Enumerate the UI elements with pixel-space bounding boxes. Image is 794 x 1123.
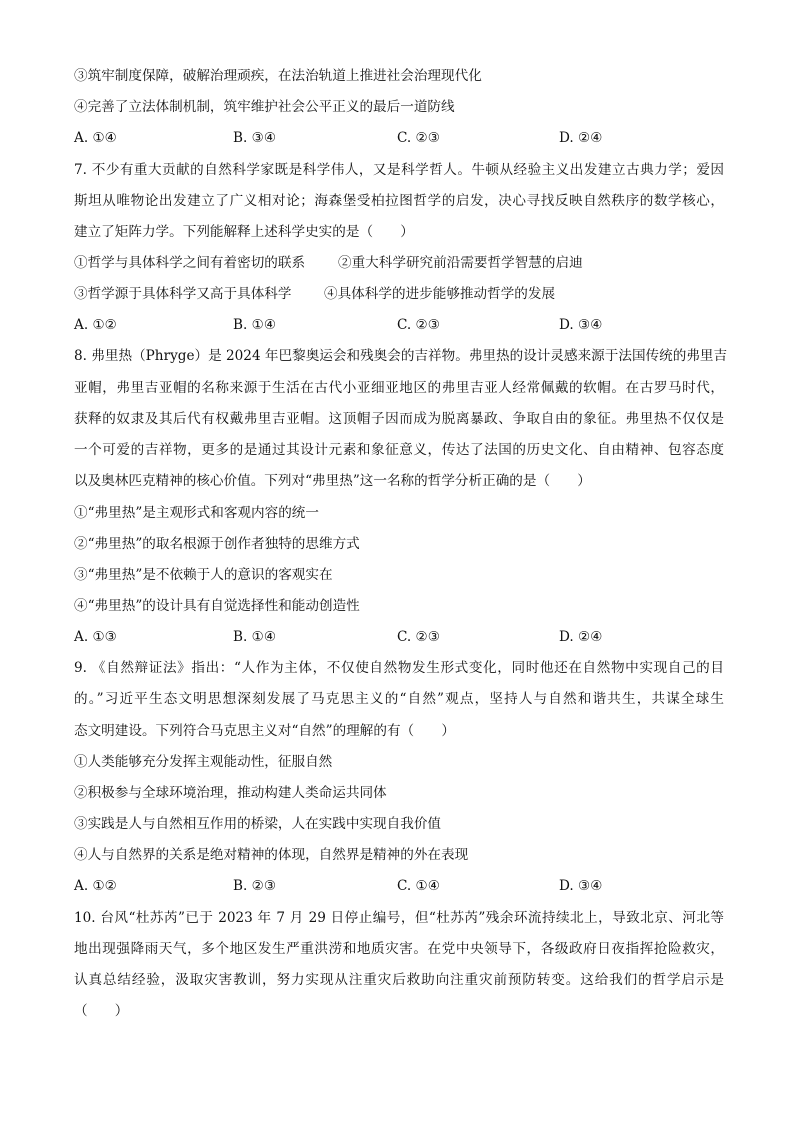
q9-item-1: ①人类能够充分发挥主观能动性，征服自然 [74,754,333,770]
top-item-4: ④完善了立法体制机制，筑牢维护社会公平正义的最后一道防线 [74,99,455,115]
option-d: D. ②④ [559,130,603,146]
q7-stem-line: 7. 不少有重大贡献的自然科学家既是科学伟人，又是科学哲人。牛顿从经验主义出发建立古典力学；爱因 [74,162,724,178]
option-b: B. ③④ [233,130,277,146]
option-a: A. ①③ [74,629,117,645]
option-c: C. ①④ [397,878,440,894]
q9-options [74,876,724,896]
option-a: A. ①② [74,317,117,333]
q8-stem-line: 获释的奴隶及其后代有权戴弗里吉亚帽。这顶帽子因而成为脱离暴政、争取自由的象征。弗里热不仅仅是 [74,411,724,427]
q10-stem-line: 10. 台风“杜苏芮”已于 2023 年 7 月 29 日停止编号，但“杜苏芮”残余环流持续北上，导致北京、河北等 [74,910,724,926]
q7-item-3: ③哲学源于具体科学又高于具体科学 [74,286,292,302]
option-c: C. ②③ [397,629,440,645]
q7-items-row [74,253,724,273]
q7-options [74,315,724,335]
option-b: B. ②③ [233,878,277,894]
q7-item-4: ④具体科学的进步能够推动哲学的发展 [324,286,556,302]
top-options [74,128,724,148]
option-a: A. ①④ [74,130,117,146]
q8-options [74,627,724,647]
q8-item-2: ②“弗里热”的取名根源于创作者独特的思维方式 [74,536,360,552]
option-b: B. ①④ [233,317,277,333]
q7-items-row [74,284,724,304]
q9-item-3: ③实践是人与自然相互作用的桥梁，人在实践中实现自我价值 [74,816,442,832]
option-d: D. ③④ [559,878,603,894]
q9-item-2: ②积极参与全球环境治理，推动构建人类命运共同体 [74,785,387,801]
option-c: C. ②③ [397,317,440,333]
q8-stem-line: 一个可爱的吉祥物，更多的是通过其设计元素和象征意义，传达了法国的历史文化、自由精神、包容态度 [74,442,724,458]
q10-stem-line: （ ） [74,1003,129,1019]
q8-item-1: ①“弗里热”是主观形式和客观内容的统一 [74,505,319,521]
q8-item-3: ③“弗里热”是不依赖于人的意识的客观实在 [74,567,333,583]
q8-item-4: ④“弗里热”的设计具有自觉选择性和能动创造性 [74,598,360,614]
q8-stem-line: 以及奥林匹克精神的核心价值。下列对“弗里热”这一名称的哲学分析正确的是（ ） [74,473,591,489]
q7-stem-line: 斯坦从唯物论出发建立了广义相对论；海森堡受柏拉图哲学的启发，决心寻找反映自然秩序的数学核心， [74,193,724,209]
option-c: C. ②③ [397,130,440,146]
q9-stem-line: 9. 《自然辩证法》指出：“人作为主体，不仅使自然物发生形式变化，同时他还在自然物中实现自己的目 [74,660,724,676]
q10-stem-line: 地出现强降雨天气，多个地区发生严重洪涝和地质灾害。在党中央领导下，各级政府日夜指挥抢险救灾， [74,941,724,957]
option-d: D. ②④ [559,629,603,645]
option-a: A. ①② [74,878,117,894]
q9-stem-line: 的。”习近平生态文明思想深刻发展了马克思主义的“自然”观点，坚持人与自然和谐共生，共谋全球生 [74,691,724,707]
q7-stem-line: 建立了矩阵力学。下列能解释上述科学史实的是（ ） [74,224,414,240]
top-item-3: ③筑牢制度保障，破解治理顽疾，在法治轨道上推进社会治理现代化 [74,68,482,84]
option-d: D. ③④ [559,317,603,333]
option-b: B. ①④ [233,629,277,645]
q9-item-4: ④人与自然界的关系是绝对精神的体现，自然界是精神的外在表现 [74,847,469,863]
q7-item-2: ②重大科学研究前沿需要哲学智慧的启迪 [338,255,583,271]
q8-stem-line: 亚帽，弗里吉亚帽的名称来源于生活在古代小亚细亚地区的弗里吉亚人经常佩戴的软帽。在古罗马时代， [74,380,724,396]
q7-item-1: ①哲学与具体科学之间有着密切的联系 [74,255,306,271]
q9-stem-line: 态文明建设。下列符合马克思主义对“自然”的理解的有（ ） [74,723,455,739]
q8-stem-line: 8. 弗里热（Phryge）是 2024 年巴黎奥运会和残奥会的吉祥物。弗里热的设计灵感来源于法国传统的弗里吉 [74,348,728,364]
q10-stem-line: 认真总结经验，汲取灾害教训，努力实现从注重灾后救助向注重灾前预防转变。这给我们的哲学启示是 [74,972,724,988]
